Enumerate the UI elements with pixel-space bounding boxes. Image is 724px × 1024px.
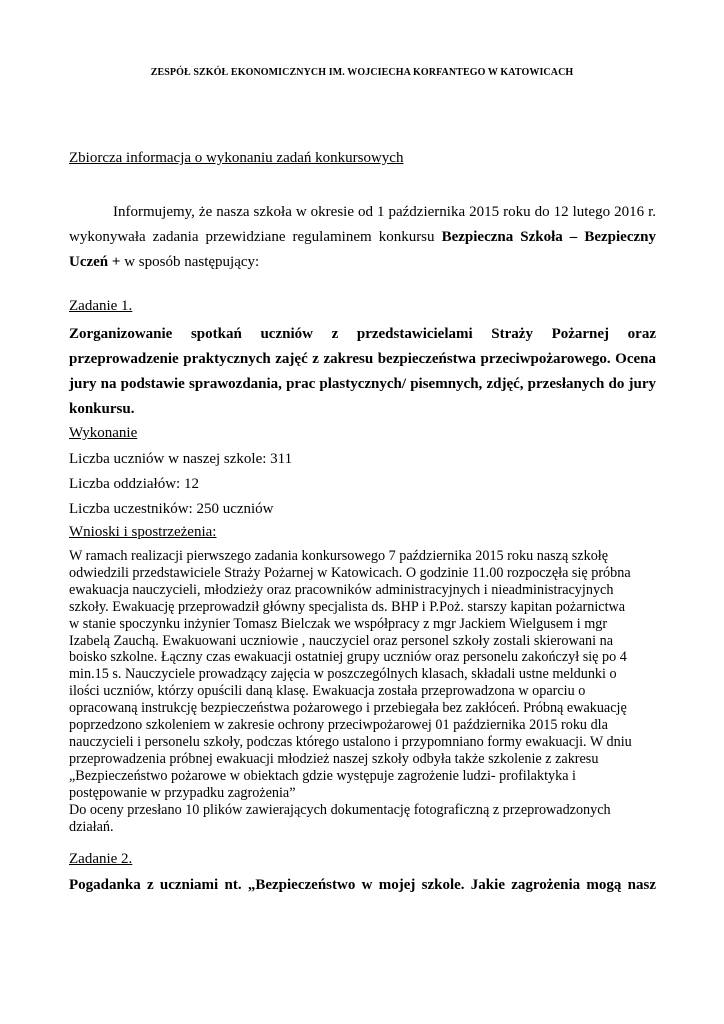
body-line: „Bezpieczeństwo pożarowe w obiektach gdzie występuje zagrożenie ludzi- profilaktyka i [69, 767, 576, 784]
body-line: opracowaną instrukcję bezpieczeństwa pożarowego i przebiegała bez zakłóceń. Próbną ewakuację [69, 700, 627, 717]
body-line: ewakuacja nauczycieli, młodzieży oraz pracowników administracyjnych i nieadministracyjnych [69, 581, 614, 598]
intro-text-1: Informujemy, że nasza szkoła w okresie od 1 października 2015 roku do 12 lutego 2016 r. wykonywała zadania przewidziane regulaminem konkursu [69, 204, 656, 245]
body-line: odwiedzili przedstawiciele Straży Pożarnej w Katowicach. O godzinie 11.00 rozpoczęła się próbna [69, 564, 631, 581]
task2-description: Pogadanka z uczniami nt. „Bezpieczeństwo w mojej szkole. Jakie zagrożenia mogą nasz [69, 877, 656, 893]
body-line: działań. [69, 818, 114, 835]
intro-text-2: w sposób następujący: [120, 254, 260, 270]
body-line: min.15 s. Nauczyciele prowadzący zajęcia w poszczególnych klasach, składali ustne meldunki o [69, 666, 617, 683]
classes-count: Liczba oddziałów: 12 [69, 476, 199, 492]
task2-label: Zadanie 2. [69, 851, 133, 867]
task1-label: Zadanie 1. [69, 298, 133, 314]
contest-name: Bezpieczna Szkoła – Bezpieczny Uczeń + [69, 229, 656, 270]
body-line: ilości uczniów, którzy opuścili daną klasę. Ewakuacja została przeprowadzona w oparciu o [69, 683, 586, 700]
body-line: w stanie spoczynku inżynier Tomasz Bielczak we współpracy z mgr Jackiem Wielgusem i mgr [69, 615, 608, 632]
school-header: ZESPÓŁ SZKÓŁ EKONOMICZNYCH IM. WOJCIECHA KORFANTEGO W KATOWICACH [150, 67, 574, 78]
body-line: Izabelą Zauchą. Ewakuowani uczniowie , nauczyciel oraz personel szkoły zostali skierowani na [69, 632, 614, 649]
body-line: postępowanie w przypadku zagrożenia” [69, 784, 296, 801]
body-line: przeprowadzenia próbnej ewakuacji młodzież naszej szkoły odbyła także szkolenie z zakresu [69, 750, 599, 767]
body-line: poprzedzono szkoleniem w zakresie ochrony przeciwpożarowej 01 października 2015 roku dla [69, 717, 608, 734]
body-line: boisko szkolne. Łączny czas ewakuacji ostatniej grupy uczniów oraz personelu zakończył się po 4 [69, 649, 627, 666]
execution-label: Wykonanie [69, 425, 138, 441]
body-line: nauczycieli i personelu szkoły, podczas którego ustalono i przypomniano formy ewakuacji. W dniu [69, 733, 632, 750]
conclusions-body [69, 548, 659, 835]
conclusions-label: Wnioski i spostrzeżenia: [69, 524, 217, 540]
body-line: Do oceny przesłano 10 plików zawierających dokumentację fotograficzną z przeprowadzonych [69, 801, 611, 818]
document-title: Zbiorcza informacja o wykonaniu zadań konkursowych [69, 150, 404, 166]
task1-description: Zorganizowanie spotkań uczniów z przedstawicielami Straży Pożarnej oraz przeprowadzenie praktycznych zajęć z zakresu bezpieczeństwa przeciwpożarowego. Ocena jury na podstawie sprawozdania, prac plastycznych/ pisemnych, zdjęć, przesłanych do jury konkursu. [69, 326, 656, 417]
intro-paragraph [69, 200, 656, 275]
body-line: szkoły. Ewakuację przeprowadził główny specjalista ds. BHP i P.Poż. starszy kapitan pożarnictwa [69, 598, 626, 615]
body-line: W ramach realizacji pierwszego zadania konkursowego 7 października 2015 roku naszą szkołę [69, 548, 609, 564]
participants-count: Liczba uczestników: 250 uczniów [69, 501, 274, 517]
students-count: Liczba uczniów w naszej szkole: 311 [69, 451, 293, 467]
